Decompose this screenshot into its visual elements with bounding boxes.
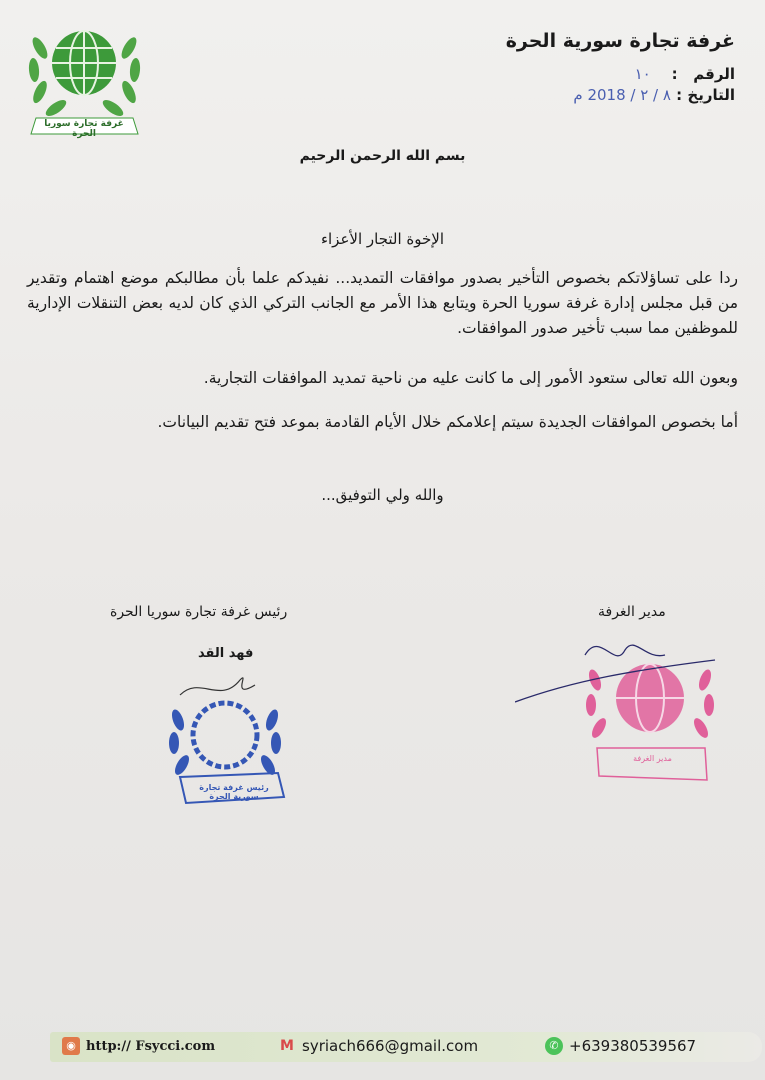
email-text[interactable]: syriach666@gmail.com: [302, 1037, 479, 1055]
closing: والله ولي التوفيق...: [321, 486, 444, 504]
organization-name: غرفة تجارة سورية الحرة: [505, 30, 735, 52]
logo-text: غرفة تجارة سوريا الحرة: [44, 119, 124, 139]
number-value: ١٠: [634, 65, 651, 83]
paragraph-3: أما بخصوص الموافقات الجديدة سيتم إعلامكم خلال الأيام القادمة بموعد فتح تقديم البيانات.: [157, 413, 738, 431]
rss-icon: ◉: [62, 1037, 80, 1055]
paragraph-2: وبعون الله تعالى ستعود الأمور إلى ما كانت عليه من ناحية تمديد الموافقات التجارية.: [203, 369, 738, 387]
chamber-logo: [22, 8, 147, 138]
greeting: الإخوة التجار الأعزاء: [320, 230, 445, 248]
chairman-name: فهد القد: [198, 646, 254, 661]
footer-phone[interactable]: [545, 1037, 696, 1055]
date-value: ٨ / ٢ / 2018 م: [573, 86, 671, 104]
phone-text[interactable]: +639380539567: [569, 1037, 697, 1055]
website-text[interactable]: http:// Fsycci.com: [86, 1038, 216, 1054]
paragraph-1: ردا على تساؤلاتكم بخصوص التأخير بصدور موافقات التمديد... نفيدكم علما بأن مطالبكم موضع اهتمام وتقدير من قبل مجلس إدارة غرفة سوريا الحرة ويتابع هذا الأمر مع الجانب التركي الذي كان لديه بعض التنقلات الإدارية للموظفين مما سبب تأخير صدور الموافقات.: [27, 269, 738, 337]
chairman-stamp: [160, 665, 290, 810]
basmala: بسم الله الرحمن الرحيم: [299, 148, 466, 164]
date-label: التاريخ: [687, 86, 735, 104]
chairman-title: رئيس غرفة تجارة سوريا الحرة: [110, 604, 288, 620]
director-title: مدير الغرفة: [598, 604, 666, 620]
footer-bar: [50, 1032, 762, 1062]
director-stamp: [515, 630, 725, 785]
director-stamp-text: مدير الغرفة: [633, 754, 672, 763]
reference-number: الرقم : ١٠: [634, 65, 735, 83]
footer-website[interactable]: [62, 1037, 215, 1055]
chairman-stamp-text: رئيس غرفة تجارة سورية الحرة: [199, 783, 269, 801]
gmail-icon: M: [280, 1038, 294, 1054]
date: التاريخ : ٨ / ٢ / 2018 م: [573, 86, 735, 104]
number-label: الرقم: [693, 65, 735, 83]
footer-email[interactable]: [278, 1037, 478, 1055]
whatsapp-icon: ✆: [545, 1037, 563, 1055]
